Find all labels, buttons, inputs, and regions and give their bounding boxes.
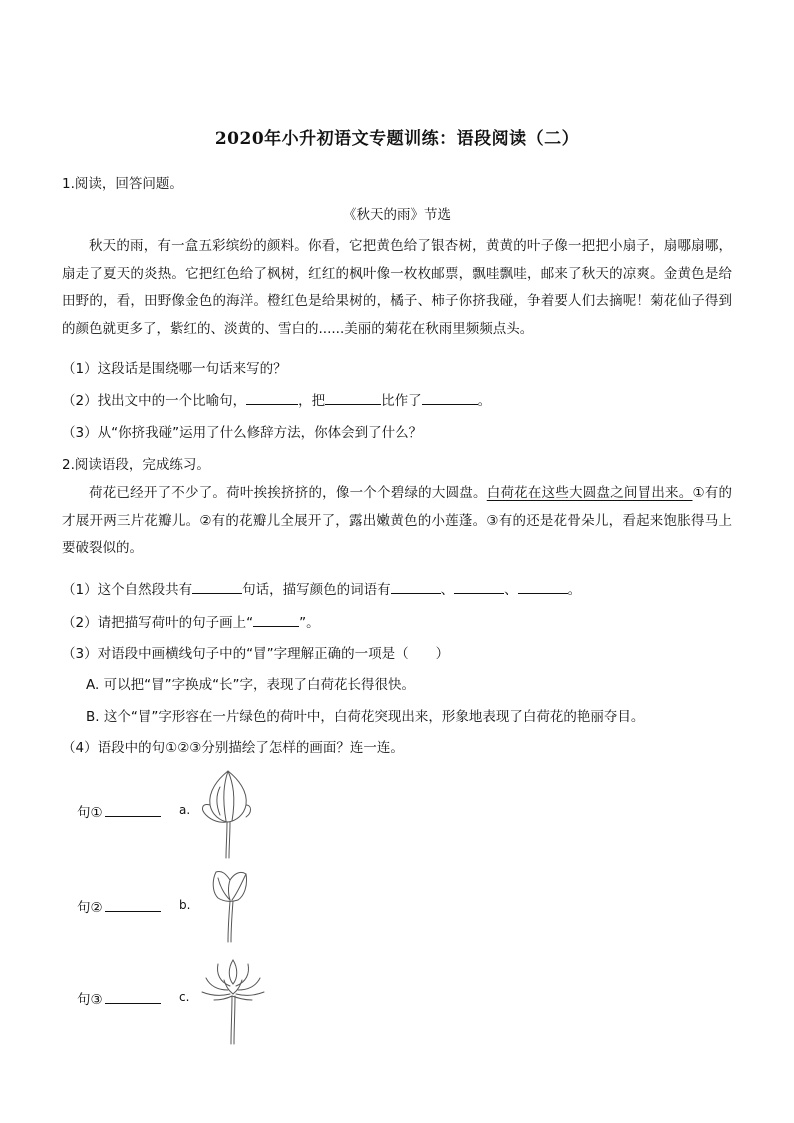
q1-passage-title: 《秋天的雨》节选 (343, 207, 451, 223)
lotus-full-bloom-picture[interactable] (200, 956, 266, 1046)
q2-option-a[interactable]: A. 可以把“冒”字换成“长”字，表现了白荷花长得很快。 (86, 677, 416, 693)
answer-blank[interactable] (454, 581, 504, 594)
match-label-3: 句③ (77, 992, 103, 1008)
q2-passage-part-b: ①有的才展开两三片花瓣儿。②有的花瓣儿全展开了，露出嫩黄色的小莲蓬。③有的还是花骨朵儿，看起来饱胀得马上要破裂似的。 (62, 485, 733, 556)
match-option-a[interactable]: a. (179, 803, 191, 817)
q2-underlined-sentence: 白荷花在这些大圆盘之间冒出来。 (486, 485, 693, 501)
q2-sub1-sep: 、 (504, 582, 518, 598)
q1-sub2-text-a: （2）找出文中的一个比喻句， (62, 393, 247, 409)
match-row-1 (77, 801, 161, 821)
answer-blank[interactable] (246, 392, 298, 405)
answer-blank[interactable] (253, 614, 299, 627)
match-option-c[interactable]: c. (179, 990, 190, 1004)
answer-blank[interactable] (105, 804, 161, 817)
page-title: 2020年小升初语文专题训练：语段阅读（二） (214, 129, 580, 149)
q1-sub1: （1）这段话是围绕哪一句话来写的？ (62, 361, 287, 377)
q2-sub3: （3）对语段中画横线句子中的“冒”字理解正确的一项是（ ） (62, 646, 450, 662)
q2-sub2-text-a: （2）请把描写荷叶的句子画上“ (62, 615, 254, 631)
q1-sub2 (62, 389, 491, 409)
q2-sub1-end: 。 (567, 582, 582, 598)
q2-sub1-sep: 、 (440, 582, 455, 598)
match-row-2 (77, 896, 161, 916)
q2-passage (62, 480, 732, 563)
q1-sub2-text-b: ，把 (298, 393, 326, 409)
answer-blank[interactable] (422, 392, 478, 405)
q1-sub2-text-c: 比作了 (381, 393, 422, 409)
match-row-3 (77, 988, 161, 1008)
q1-heading: 1.阅读，回答问题。 (62, 176, 183, 192)
match-label-2: 句② (77, 900, 103, 916)
lotus-bud-picture[interactable] (196, 765, 256, 860)
answer-blank[interactable] (325, 392, 381, 405)
q1-passage: 秋天的雨，有一盒五彩缤纷的颜料。你看，它把黄色给了银杏树，黄黄的叶子像一把把小扇子，扇哪扇哪，扇走了夏天的炎热。它把红色给了枫树，红红的枫叶像一枚枚邮票，飘哇飘哇，邮来了秋天的凉爽。金黄色是给田野的，看，田野像金色的海洋。橙红色是给果树的，橘子、柿子你挤我碰，争着要人们去摘呢！菊花仙子得到的颜色就更多了，紫红的、淡黄的、雪白的......美丽的菊花在秋雨里频频点头。 (62, 238, 732, 337)
lotus-half-open-picture[interactable] (206, 864, 256, 944)
q2-sub2 (62, 611, 320, 631)
answer-blank[interactable] (105, 991, 161, 1004)
match-option-b[interactable]: b. (179, 898, 191, 912)
q2-option-b[interactable]: B. 这个“冒”字形容在一片绿色的荷叶中，白荷花突现出来，形象地表现了白荷花的艳丽夺目。 (86, 709, 645, 725)
answer-blank[interactable] (391, 581, 441, 594)
answer-blank[interactable] (105, 899, 161, 912)
q2-sub2-text-b: ”。 (299, 615, 320, 631)
q2-sub1-text-b: 句话，描写颜色的词语有 (242, 582, 391, 598)
answer-blank[interactable] (192, 581, 242, 594)
q1-sub3: （3）从“你挤我碰”运用了什么修辞方法，你体会到了什么？ (62, 425, 423, 441)
q2-heading: 2.阅读语段，完成练习。 (62, 457, 210, 473)
q2-passage-part-a: 荷花已经开了不少了。荷叶挨挨挤挤的，像一个个碧绿的大圆盘。 (89, 485, 487, 501)
match-label-1: 句① (77, 805, 103, 821)
answer-blank[interactable] (518, 581, 568, 594)
q2-sub4: （4）语段中的句①②③分别描绘了怎样的画面？连一连。 (62, 740, 404, 756)
q2-sub1 (62, 578, 581, 598)
q2-sub1-text-a: （1）这个自然段共有 (62, 582, 193, 598)
q1-sub2-text-d: 。 (477, 393, 492, 409)
